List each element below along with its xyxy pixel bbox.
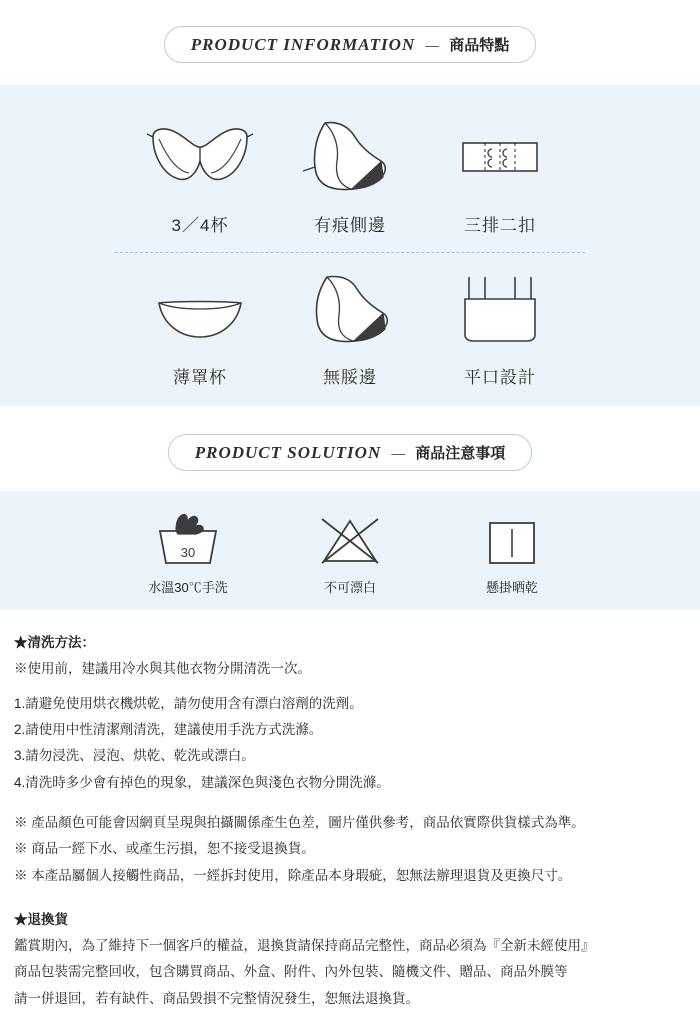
solution-heading-zh: 商品注意事項 [415,445,506,462]
svg-text:30: 30 [180,545,196,560]
feature-label-2: 三排二扣 [464,216,536,235]
wash-item-0: 1.請避免使用烘衣機烘乾，請勿使用含有漂白溶劑的洗劑。 [14,695,363,711]
feature-item-0 [125,109,275,236]
care-panel [0,491,700,610]
spacer-3 [14,889,686,903]
care-item-1 [290,511,410,596]
flat-top-design-icon [445,261,555,349]
information-heading-en: PRODUCT INFORMATION [190,34,416,54]
solution-heading-dash: — [391,444,406,461]
feature-item-1 [275,109,425,236]
notes-block [0,610,700,1022]
feature-row-top [0,109,700,236]
information-heading-pill [164,26,536,63]
wash-item-1: 2.請使用中性清潔劑清洗，建議使用手洗方式洗滌。 [14,721,323,737]
spacer-1 [14,683,686,691]
feature-panel [0,85,700,406]
wash-item-3: 4.清洗時多少會有掉色的現象，建議深色與淺色衣物分開洗滌。 [14,774,390,790]
disclaimer-0: ※ 產品顏色可能會因網頁呈現與拍攝關係產生色差，圖片僅供參考，商品依實際供貨樣式為準。 [14,814,585,830]
feature-label-3: 薄罩杯 [173,368,227,387]
bra-cup-icon [145,109,255,197]
disclaimer-2: ※ 本產品屬個人接觸性商品，一經拆封使用，除產品本身瑕疵，恕無法辦理退貨及更換尺寸。 [14,867,572,883]
information-heading [0,0,700,63]
return-item-1: 商品包裝需完整回收，包含購買商品、外盒、附件、內外包裝、隨機文件、贈品、商品外膜等 [14,964,568,980]
three-row-two-hook-icon [445,109,555,197]
return-item-0: 鑑賞期內，為了維持下一個客戶的權益，退換貨請保持商品完整性，商品必須為『全新未經使用』 [14,938,595,954]
information-heading-zh: 商品特點 [449,37,510,54]
return-title: ★退換貨 [14,911,68,927]
disclaimer-1: ※ 商品一經下水、或產生污損，恕不接受退換貨。 [14,841,315,857]
feature-label-4: 無脮邊 [323,368,377,387]
feature-item-3 [125,261,275,388]
wash-item-2: 3.請勿浸洗、浸泡、烘乾、乾洗或漂白。 [14,748,255,764]
feature-row-bottom [0,261,700,388]
care-label-0: 水溫30℃手洗 [148,580,228,595]
feature-item-2 [425,109,575,236]
no-wing-icon [295,261,405,349]
information-heading-dash: — [425,36,440,53]
feature-divider [115,252,585,253]
care-label-1: 不可漂白 [323,580,376,595]
care-row [0,511,700,596]
bra-side-icon [295,109,405,197]
wash-title: ★清洗方法： [14,635,95,650]
solution-heading-en: PRODUCT SOLUTION [194,442,382,462]
care-item-0 [128,511,248,596]
feature-label-1: 有痕側邊 [314,216,386,235]
wash-intro: ※使用前，建議用冷水與其他衣物分開清洗一次。 [14,661,311,677]
feature-item-4 [275,261,425,388]
feature-label-5: 平口設計 [464,368,536,387]
solution-heading-pill [168,434,533,471]
care-label-2: 懸掛晒乾 [485,580,538,595]
spacer-2 [14,796,686,810]
thin-cup-icon [145,261,255,349]
feature-label-0: 3／4杯 [171,216,229,235]
return-item-2: 請一併退回，若有缺件、商品毀損不完整情況發生，恕無法退換貨。 [14,990,419,1006]
no-bleach-icon [314,511,386,569]
care-item-2 [452,511,572,596]
feature-item-5 [425,261,575,388]
solution-heading [0,406,700,471]
hang-dry-icon [476,511,548,569]
hand-wash-icon [152,511,224,569]
